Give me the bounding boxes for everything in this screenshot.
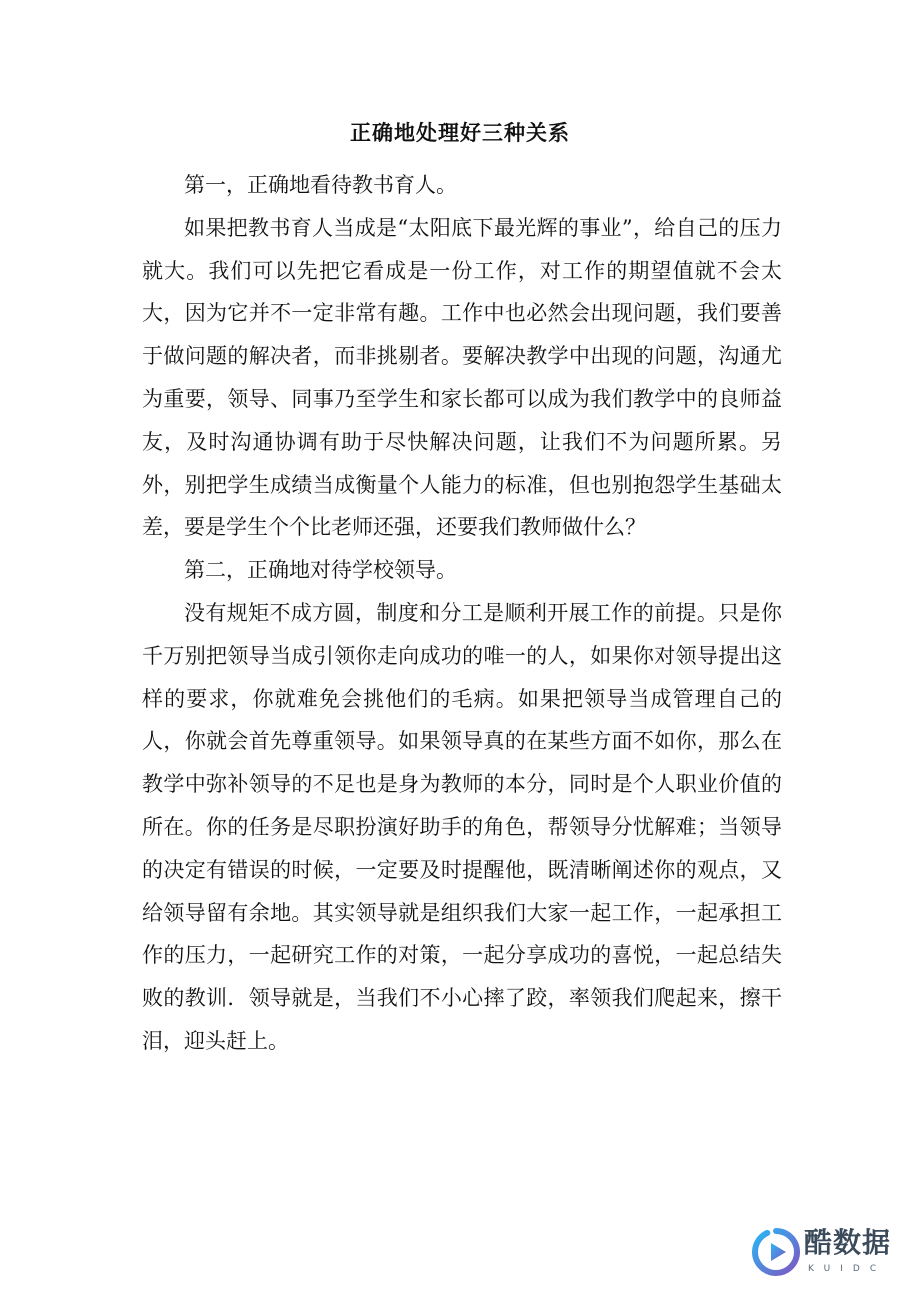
watermark-brand: 酷数据 <box>804 1226 892 1259</box>
watermark <box>752 1222 902 1286</box>
watermark-subtitle: KUIDC <box>808 1264 887 1274</box>
document-title: 正确地处理好三种关系 <box>350 120 570 145</box>
play-logo-icon <box>752 1228 800 1276</box>
paragraph-2: 没有规矩不成方圆，制度和分工是顺利开展工作的前提。只是你千万别把领导当成引领你走向成功的唯一的人，如果你对领导提出这样的要求，你就难免会挑他们的毛病。如果把领导当成管理自己的人，你就会首先尊重领导。如果领导真的在某些方面不如你，那么在教学中弥补领导的不足也是身为教师的本分，同时是个人职业价值的所在。你的任务是尽职扮演好助手的角色，帮领导分忧解难；当领导的决定有错误的时候，一定要及时提醒他，既清晰阐述你的观点，又给领导留有余地。其实领导就是组织我们大家一起工作，一起承担工作的压力，一起研究工作的对策，一起分享成功的喜悦，一起总结失败的教训．领导就是，当我们不小心摔了跤，率领我们爬起来，擦干泪，迎头赶上。 <box>142 600 782 1053</box>
section-heading-1: 第一，正确地看待教书育人。 <box>184 173 457 197</box>
document-body <box>142 164 782 1063</box>
section-heading-2: 第二，正确地对待学校领导。 <box>184 558 457 583</box>
paragraph-1: 如果把教书育人当成是“太阳底下最光辉的事业”，给自己的压力就大。我们可以先把它看成是一份工作，对工作的期望值就不会太大，因为它并不一定非常有趣。工作中也必然会出现问题，我们要善于做问题的解决者，而非挑剔者。要解决教学中出现的问题，沟通尤为重要，领导、同事乃至学生和家长都可以成为我们教学中的良师益友，及时沟通协调有助于尽快解决问题，让我们不为问题所累。另外，别把学生成绩当成衡量个人能力的标准，但也别抱怨学生基础太差，要是学生个个比老师还强，还要我们教师做什么？ <box>142 215 782 540</box>
